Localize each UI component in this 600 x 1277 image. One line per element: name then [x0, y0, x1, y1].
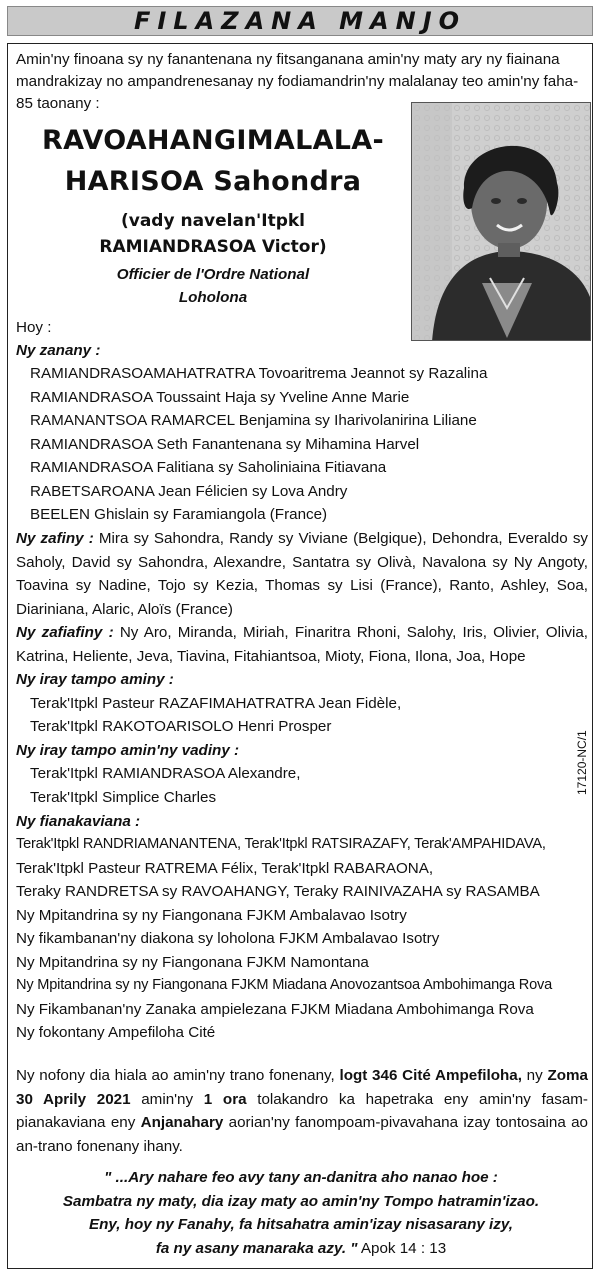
quote-line1: " ...Ary nahare feo avy tany an-danitra aho nanao hoe : [104, 1169, 498, 1186]
portrait-photo [411, 102, 591, 341]
reference-code: 17120-NC/1 [575, 730, 589, 795]
zafiafiny-heading: Ny zafiafiny : [16, 624, 114, 641]
closing-text: tolakandro ka hapetraka eny amin'ny fasam-pianakaviana eny [16, 1090, 588, 1131]
zafiny-paragraph [16, 527, 588, 621]
list-item: RAMIANDRASOA Toussaint Haja sy Yveline Anne Marie [30, 389, 410, 406]
list-item: Terak'Itpkl RAKOTOARISOLO Henri Prosper [30, 718, 332, 735]
zafiafiny-paragraph [16, 621, 588, 668]
quote-line3: Eny, hoy ny Fanahy, fa hitsahatra amin'izay nisasarany izy, [89, 1216, 513, 1233]
quote-citation: Apok 14 : 13 [357, 1240, 447, 1257]
closing-text: amin'ny [130, 1090, 204, 1108]
list-item: RAMIANDRASOA Seth Fanantenana sy Mihamina Harvel [30, 436, 420, 453]
portrait-image [412, 103, 591, 341]
list-item: Teraky RANDRETSA sy RAVOAHANGY, Teraky RAINIVAZAHA sy RASAMBA [16, 883, 540, 900]
closing-text: ny [521, 1067, 548, 1084]
list-item: Terak'Itpkl RAMIANDRASOA Alexandre, [30, 765, 301, 782]
title-line2: Loholona [178, 289, 248, 306]
list-item: Terak'Itpkl Pasteur RAZAFIMAHATRATRA Jean Fidèle, [30, 695, 402, 712]
list-item: Ny fikambanan'ny diakona sy loholona FJKM Ambalavao Isotry [16, 930, 440, 947]
closing-text: aorian'ny fanompoam-pivavahana izay tontosaina ao an-trano fonenany ihany. [16, 1114, 588, 1155]
title-line1: Officier de l'Ordre National [116, 266, 310, 283]
list-item: Ny Mpitandrina sy ny Fiangonana FJKM Ambalavao Isotry [16, 907, 407, 924]
list-item: RAMANANTSOA RAMARCEL Benjamina sy Iharivolanirina Liliane [30, 412, 477, 429]
list-item: RAMIANDRASOAMAHATRATRA Tovoaritrema Jeannot sy Razalina [30, 365, 488, 382]
list-item: BEELEN Ghislain sy Faramiangola (France) [30, 506, 328, 523]
iray-tampo-heading: Ny iray tampo aminy : [16, 671, 174, 688]
closing-date: Zoma 30 Aprily 2021 [16, 1067, 588, 1108]
list-item: Ny Fikambanan'ny Zanaka ampielezana FJKM Miadana Ambohimanga Rova [16, 1001, 534, 1018]
header-banner [7, 6, 593, 36]
list-item: Ny Mpitandrina sy ny Fiangonana FJKM Namontana [16, 954, 369, 971]
deceased-name-line2: HARISOA Sahondra [64, 166, 362, 197]
quote-line4: fa ny asany manaraka azy. " [155, 1240, 358, 1257]
zanany-heading: Ny zanany : [16, 342, 101, 359]
closing-address: logt 346 Cité Ampefiloha, [339, 1067, 522, 1084]
deceased-name-line1: RAVOAHANGIMALALA- [42, 125, 384, 156]
zafiny-text: Mira sy Sahondra, Randy sy Viviane (Belgique), Dehondra, Everaldo sy Saholy, David sy Sahondra, Alexandre, Santatra sy Olivà, Navalona sy Ny Angoty, Toavina sy Nadine, Tojo sy Kezia, Thomas sy Lisi (France), Ranto, Ashley, Soa, Diariniana, Alaric, Aloïs (France) [16, 530, 589, 618]
hoy-label: Hoy : [16, 319, 52, 336]
quote-line4-wrap [16, 1237, 586, 1261]
list-item: RAMIANDRASOA Falitiana sy Saholiniaina Fitiavana [30, 459, 387, 476]
list-item: Ny Mpitandrina sy ny Fiangonana FJKM Miadana Anovozantsoa Ambohimanga Rova [16, 977, 553, 993]
iray-tampo-vadiny-heading: Ny iray tampo amin'ny vadiny : [16, 742, 240, 759]
zafiafiny-text: Ny Aro, Miranda, Miriah, Finaritra Rhoni, Salohy, Iris, Olivier, Olivia, Katrina, Heliente, Jeva, Tiavina, Fitahiantsoa, Mioty, Fiona, Ilona, Joa, Hope [16, 624, 588, 665]
list-item: Terak'Itpkl Simplice Charles [30, 789, 217, 806]
spouse-line2: RAMIANDRASOA Victor) [99, 237, 327, 257]
closing-place: Anjanahary [140, 1114, 224, 1131]
quote-line2: Sambatra ny maty, dia izay maty ao amin'ny Tompo hatramin'izao. [62, 1193, 540, 1210]
closing-text: Ny nofony dia hiala ao amin'ny trano fonenany, [16, 1067, 340, 1084]
closing-time: 1 ora [203, 1090, 247, 1108]
page-title: FILAZANA MANJO [133, 7, 467, 35]
funeral-details-paragraph [16, 1064, 588, 1158]
list-item: RABETSAROANA Jean Félicien sy Lova Andry [30, 483, 348, 500]
fianakaviana-heading: Ny fianakaviana : [16, 813, 141, 830]
list-item: Ny fokontany Ampefiloha Cité [16, 1024, 216, 1041]
list-item: Terak'Itpkl RANDRIAMANANTENA, Terak'Itpkl RATSIRAZAFY, Terak'AMPAHIDAVA, [16, 836, 546, 852]
intro-paragraph: Amin'ny finoana sy ny fanantenana ny fitsanganana amin'ny maty ary ny fiainana mandrakizay no ampandrenesanay ny fodiamandrin'ny malalanay teo amin'ny faha-85 taonany : [16, 51, 579, 112]
spouse-line1: (vady navelan'Itpkl [120, 211, 306, 231]
list-item: Terak'Itpkl Pasteur RATREMA Félix, Terak'Itpkl RABARAONA, [16, 860, 434, 877]
zafiny-heading: Ny zafiny : [16, 530, 94, 547]
